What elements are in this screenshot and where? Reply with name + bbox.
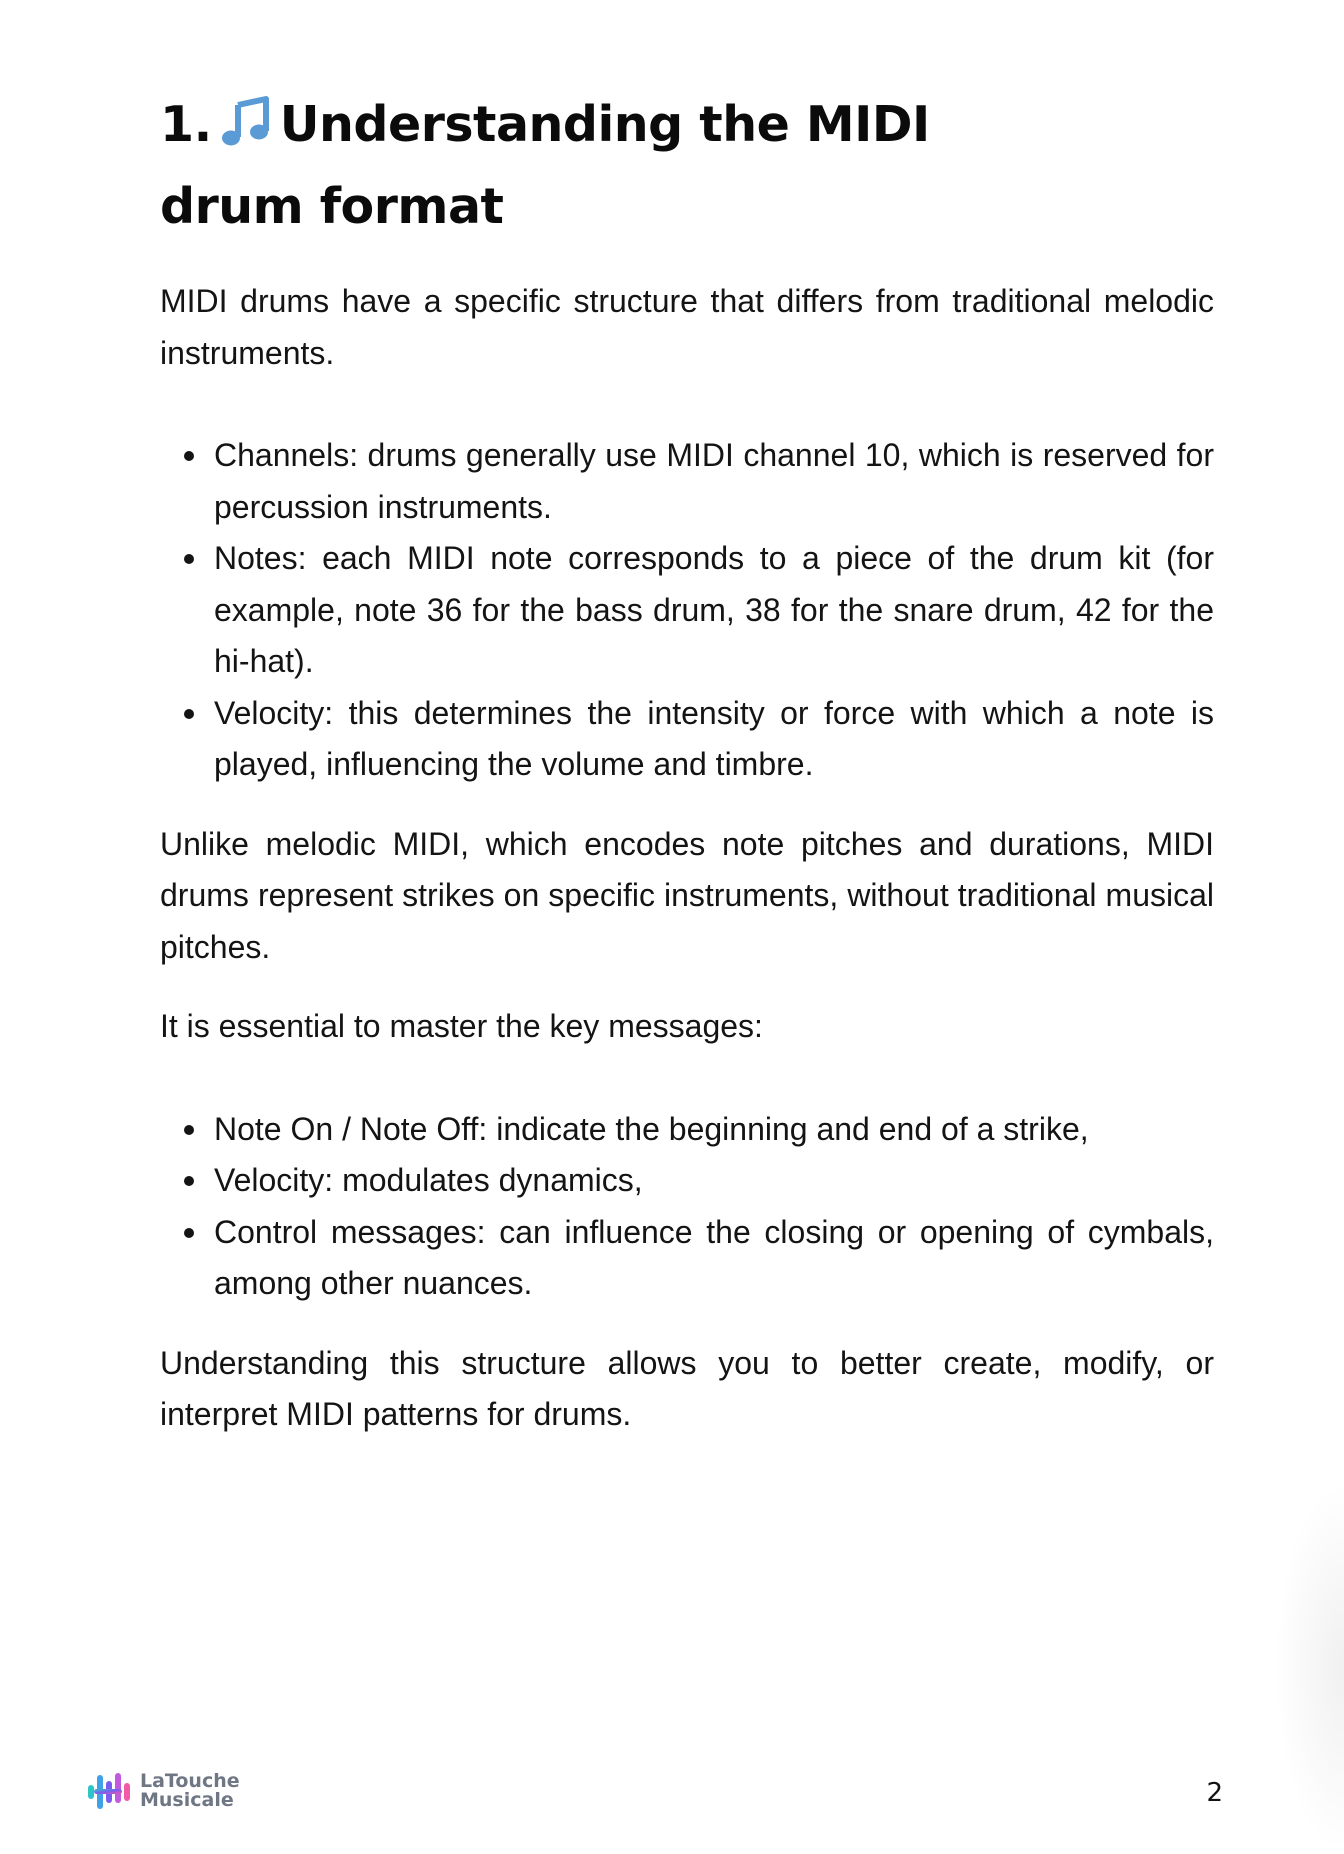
section-heading: [160, 84, 1060, 248]
logo-mark-icon: [86, 1771, 132, 1811]
list-item-text: Notes: each MIDI note corresponds to a piece of the drum kit (for example, note 36 for the bass drum, 38 for the snare drum, 42 for the hi-hat).: [214, 540, 1214, 679]
list-item: [214, 1207, 1214, 1310]
musical-notes-icon: [218, 92, 274, 146]
list-item-text: Note On / Note Off: indicate the beginning and end of a strike,: [214, 1110, 1089, 1147]
list-item: [214, 430, 1214, 533]
logo-line-2: Musicale: [140, 1789, 234, 1811]
section-title: Understanding the MIDI drum format: [160, 96, 930, 235]
brand-logo: [86, 1771, 240, 1811]
key-messages-list: [160, 1104, 1214, 1310]
page-number: 2: [1206, 1778, 1223, 1808]
bullet-dot: [184, 1176, 194, 1186]
conclusion-paragraph: Understanding this structure allows you to better create, modify, or interpret MIDI patterns for drums.: [160, 1344, 1214, 1432]
page-content: [160, 84, 1214, 1441]
bullet-dot: [184, 554, 194, 564]
list-item: [214, 533, 1214, 688]
bullet-dot: [184, 1228, 194, 1238]
page-edge-shadow: [1274, 1480, 1344, 1854]
list-item-text: Control messages: can influence the closing or opening of cymbals, among other nuances.: [214, 1213, 1214, 1301]
list-item-text: Channels: drums generally use MIDI channel 10, which is reserved for percussion instruments.: [214, 437, 1214, 525]
midi-structure-list: [160, 430, 1214, 791]
list-item-text: Velocity: modulates dynamics,: [214, 1162, 643, 1198]
logo-wordmark: [140, 1772, 240, 1810]
logo-line-1: LaTouche: [140, 1770, 240, 1792]
section-number: 1.: [160, 96, 212, 153]
list-item: [214, 1155, 1214, 1207]
bullet-dot: [184, 709, 194, 719]
list-item: [214, 1104, 1214, 1156]
bullet-dot: [184, 451, 194, 461]
list-item: [214, 688, 1214, 791]
intro-paragraph: MIDI drums have a specific structure that differs from traditional melodic instruments.: [160, 283, 1214, 371]
comparison-paragraph: Unlike melodic MIDI, which encodes note pitches and durations, MIDI drums represent strikes on specific instruments, without traditional musical pitches.: [160, 825, 1214, 965]
key-messages-intro: It is essential to master the key messages:: [160, 1008, 763, 1044]
list-item-text: Velocity: this determines the intensity or force with which a note is played, influencing the volume and timbre.: [214, 694, 1214, 782]
bullet-dot: [184, 1125, 194, 1135]
